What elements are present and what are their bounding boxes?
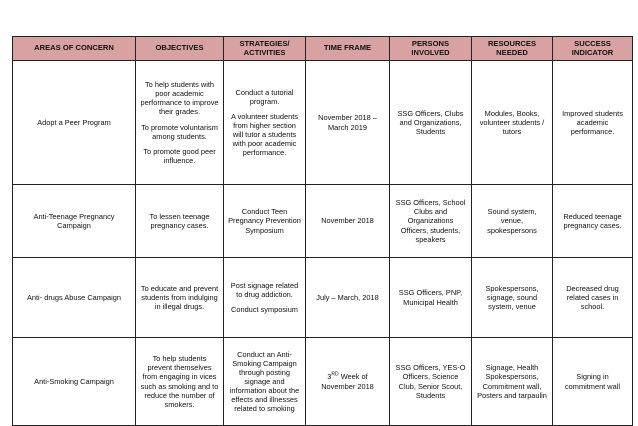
time-frame-week-number: 3 xyxy=(327,372,332,382)
strategy-text: Post signage related to drug addiction. xyxy=(230,280,299,299)
objective-text: To promote good peer influence. xyxy=(143,146,216,165)
header-resources-needed: RESOURCES NEEDED xyxy=(472,37,553,61)
objective-text: To help students with poor academic performance to improve their grades. xyxy=(140,80,219,117)
strategies-cell xyxy=(224,61,306,185)
header-areas-of-concern: AREAS OF CONCERN xyxy=(13,37,136,61)
strategies-cell xyxy=(224,185,306,258)
time-frame-cell: November 2018 – March 2019 xyxy=(306,61,390,185)
resources-cell: Signage, Health Spokespersons, Commitment wall, Posters and tarpaulin xyxy=(472,338,553,426)
success-cell: Decreased drug related cases in school. xyxy=(553,258,633,338)
area-cell: Anti- drugs Abuse Campaign xyxy=(13,258,136,338)
success-cell: Improved students academic performance. xyxy=(553,61,633,185)
area-cell: Adopt a Peer Program xyxy=(13,61,136,185)
header-success-indicator: SUCCESS INDICATOR xyxy=(553,37,633,61)
persons-cell: SSG Officers, YES-O Officers, Science Club, Senior Scout, Students xyxy=(390,338,472,426)
objective-text: To help students prevent themselves from engaging in vices such as smoking and to reduce the number of smokers. xyxy=(140,354,219,409)
time-frame-cell: November 2018 xyxy=(306,185,390,258)
time-frame-superscript: RD xyxy=(331,372,339,378)
strategy-text: Conduct Teen Pregnancy Prevention Symposium xyxy=(228,207,301,235)
strategies-cell xyxy=(224,258,306,338)
objective-text: To promote voluntarism among students. xyxy=(141,122,218,141)
header-time-frame: TIME FRAME xyxy=(306,37,390,61)
table-row xyxy=(13,258,633,338)
resources-cell: Modules, Books, volunteer students / tutors xyxy=(472,61,553,185)
resources-cell: Sound system, venue, spokespersons xyxy=(472,185,553,258)
persons-cell: SSG Officers, Clubs and Organizations, Students xyxy=(390,61,472,185)
table-row xyxy=(13,185,633,258)
time-frame-cell: July – March, 2018 xyxy=(306,258,390,338)
objectives-cell xyxy=(136,61,224,185)
success-cell: Signing in commitment wall xyxy=(553,338,633,426)
strategy-text: Conduct a tutorial program. xyxy=(235,87,294,106)
strategy-text: A volunteer students from higher section will tutor a students with poor academic performance. xyxy=(231,111,298,158)
header-objectives: OBJECTIVES xyxy=(136,37,224,61)
table-row xyxy=(13,61,633,185)
success-cell: Reduced teenage pregnancy cases. xyxy=(553,185,633,258)
objectives-cell xyxy=(136,258,224,338)
header-strategies: STRATEGIES/ ACTIVITIES xyxy=(224,37,306,61)
area-cell: Anti-Teenage Pregnancy Campaign xyxy=(13,185,136,258)
strategy-text: Conduct an Anti-Smoking Campaign through posting signage and information about the effects and illnesses related to smoking xyxy=(229,349,300,414)
persons-cell: SSG Officers, PNP, Municipal Health xyxy=(390,258,472,338)
objective-text: To educate and prevent students from indulging in illegal drugs. xyxy=(140,283,219,312)
time-frame-cell xyxy=(306,338,390,426)
strategy-text: Conduct symposium xyxy=(231,305,298,315)
header-persons-involved: PERSONS INVOLVED xyxy=(390,37,472,61)
time-frame-text: Week of November 2018 xyxy=(321,372,374,391)
area-cell: Anti-Smoking Campaign xyxy=(13,338,136,426)
persons-cell: SSG Officers, School Clubs and Organizations Officers, students, speakers xyxy=(390,185,472,258)
table-header-row xyxy=(13,37,633,61)
resources-cell: Spokespersons, signage, sound system, venue xyxy=(472,258,553,338)
table-row xyxy=(13,338,633,426)
objectives-cell xyxy=(136,338,224,426)
strategies-cell xyxy=(224,338,306,426)
objective-text: To lessen teenage pregnancy cases. xyxy=(149,211,210,230)
objectives-cell xyxy=(136,185,224,258)
action-plan-table xyxy=(12,36,633,426)
